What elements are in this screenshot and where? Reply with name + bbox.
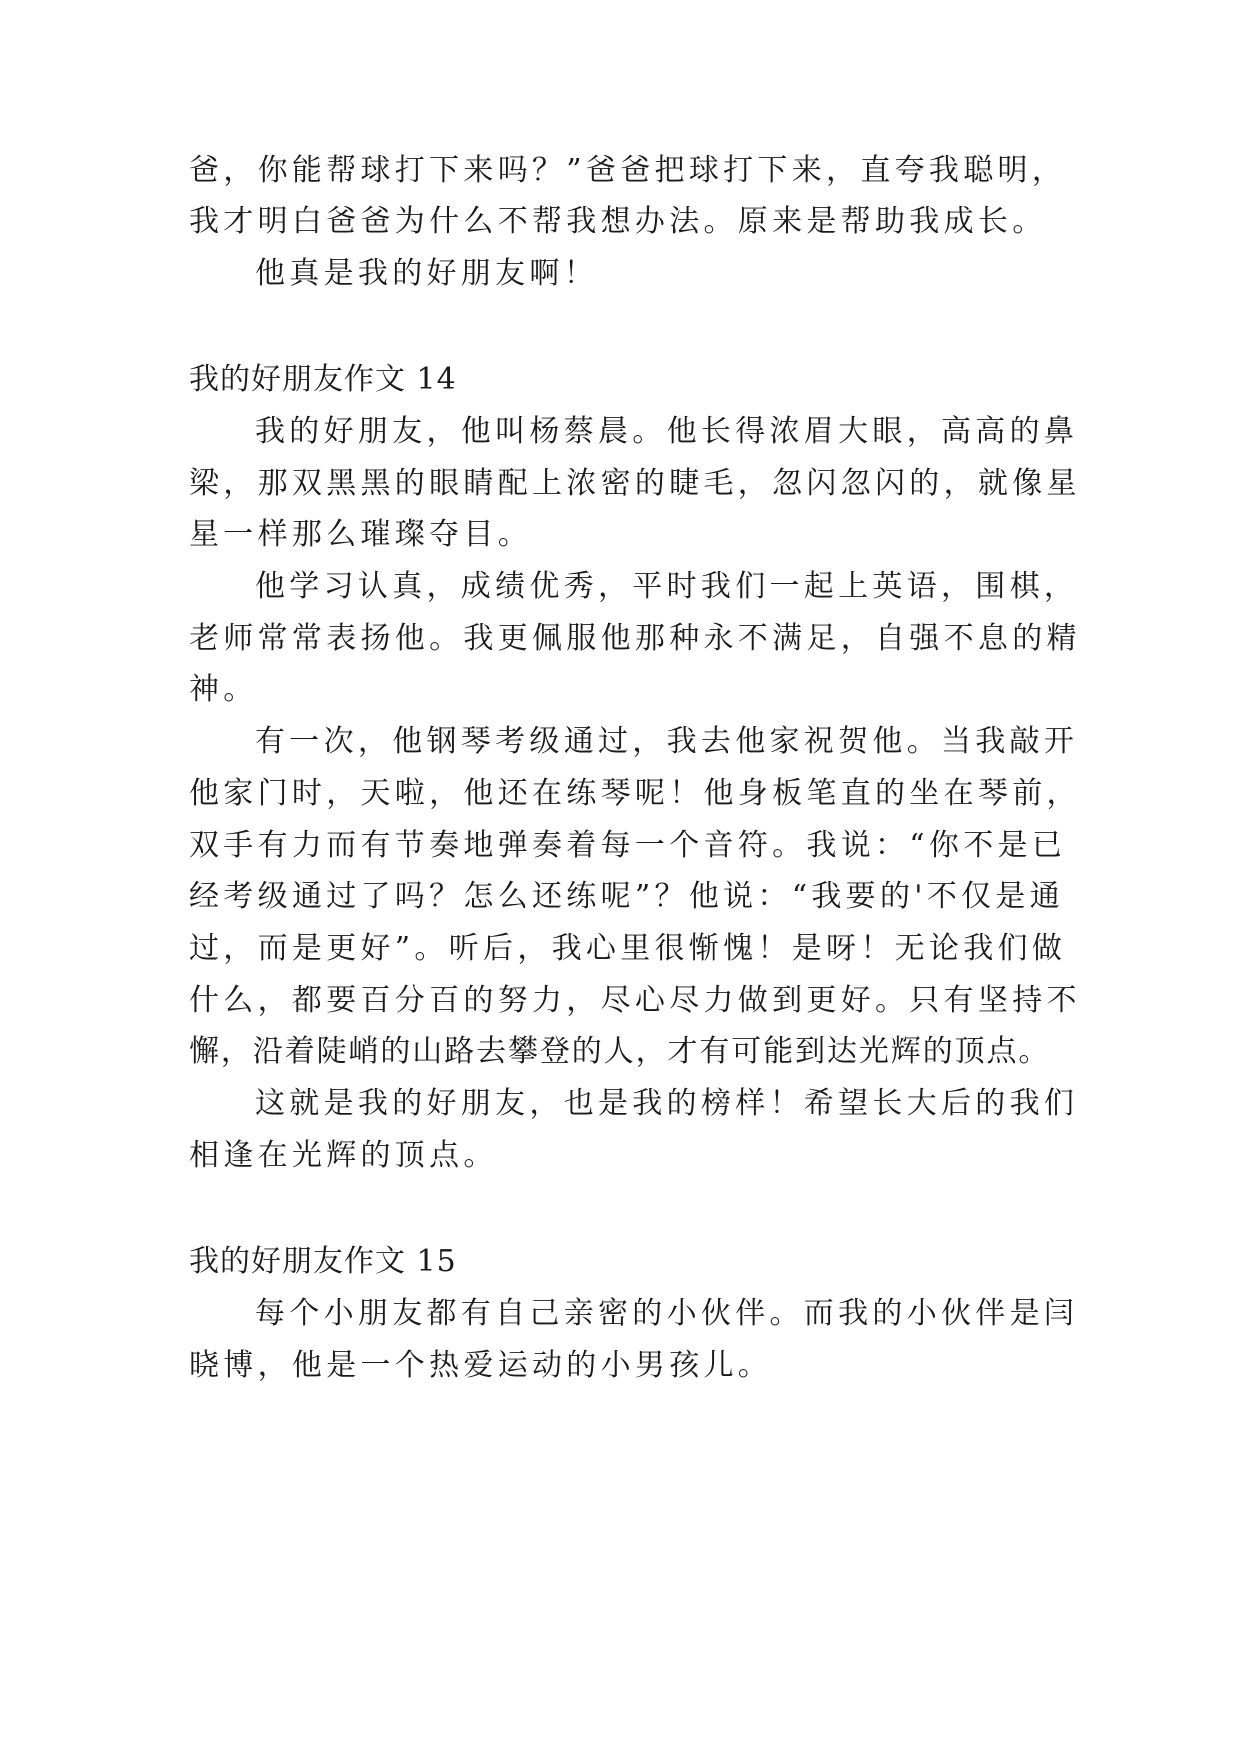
text-line: 梁，那双黑黑的眼睛配上浓密的睫毛，忽闪忽闪的，就像星 (189, 466, 1081, 501)
text-line: 每个小朋友都有自己亲密的小伙伴。而我的小伙伴是闫 (255, 1296, 1079, 1331)
text-line: 爸，你能帮球打下来吗？”爸爸把球打下来，直夸我聪明， (189, 153, 1067, 188)
text-line: 我才明白爸爸为什么不帮我想办法。原来是帮助我成长。 (189, 204, 1047, 239)
text-line: 懈，沿着陡峭的山路去攀登的人，才有可能到达光辉的顶点。 (189, 1034, 1051, 1069)
text-line: 他真是我的好朋友啊！ (255, 256, 598, 291)
text-line: 星一样那么璀璨夺目。 (189, 517, 532, 552)
text-line: 相逢在光辉的顶点。 (189, 1138, 498, 1173)
text-line: 神。 (189, 672, 258, 707)
section-heading: 我的好朋友作文 14 (189, 362, 457, 397)
text-line: 老师常常表扬他。我更佩服他那种永不满足，自强不息的精 (189, 621, 1081, 656)
text-line: 经考级通过了吗？怎么还练呢”？他说：“我要的'不仅是通 (189, 879, 1065, 914)
text-line: 他家门时，天啦，他还在练琴呢！他身板笔直的坐在琴前， (189, 776, 1081, 811)
text-line: 他学习认真，成绩优秀，平时我们一起上英语，围棋， (255, 569, 1079, 604)
text-line: 晓博，他是一个热爱运动的小男孩儿。 (189, 1348, 773, 1383)
text-line: 我的好朋友，他叫杨蔡晨。他长得浓眉大眼，高高的鼻 (255, 414, 1079, 449)
text-line: 这就是我的好朋友，也是我的榜样！希望长大后的我们 (255, 1086, 1079, 1121)
text-line: 双手有力而有节奏地弹奏着每一个音符。我说：“你不是已 (189, 828, 1067, 863)
section-heading: 我的好朋友作文 15 (189, 1244, 457, 1279)
text-line: 过，而是更好”。听后，我心里很惭愧！是呀！无论我们做 (189, 931, 1067, 966)
text-line: 什么，都要百分百的努力，尽心尽力做到更好。只有坚持不 (189, 983, 1081, 1018)
text-line: 有一次，他钢琴考级通过，我去他家祝贺他。当我敲开 (255, 724, 1079, 759)
